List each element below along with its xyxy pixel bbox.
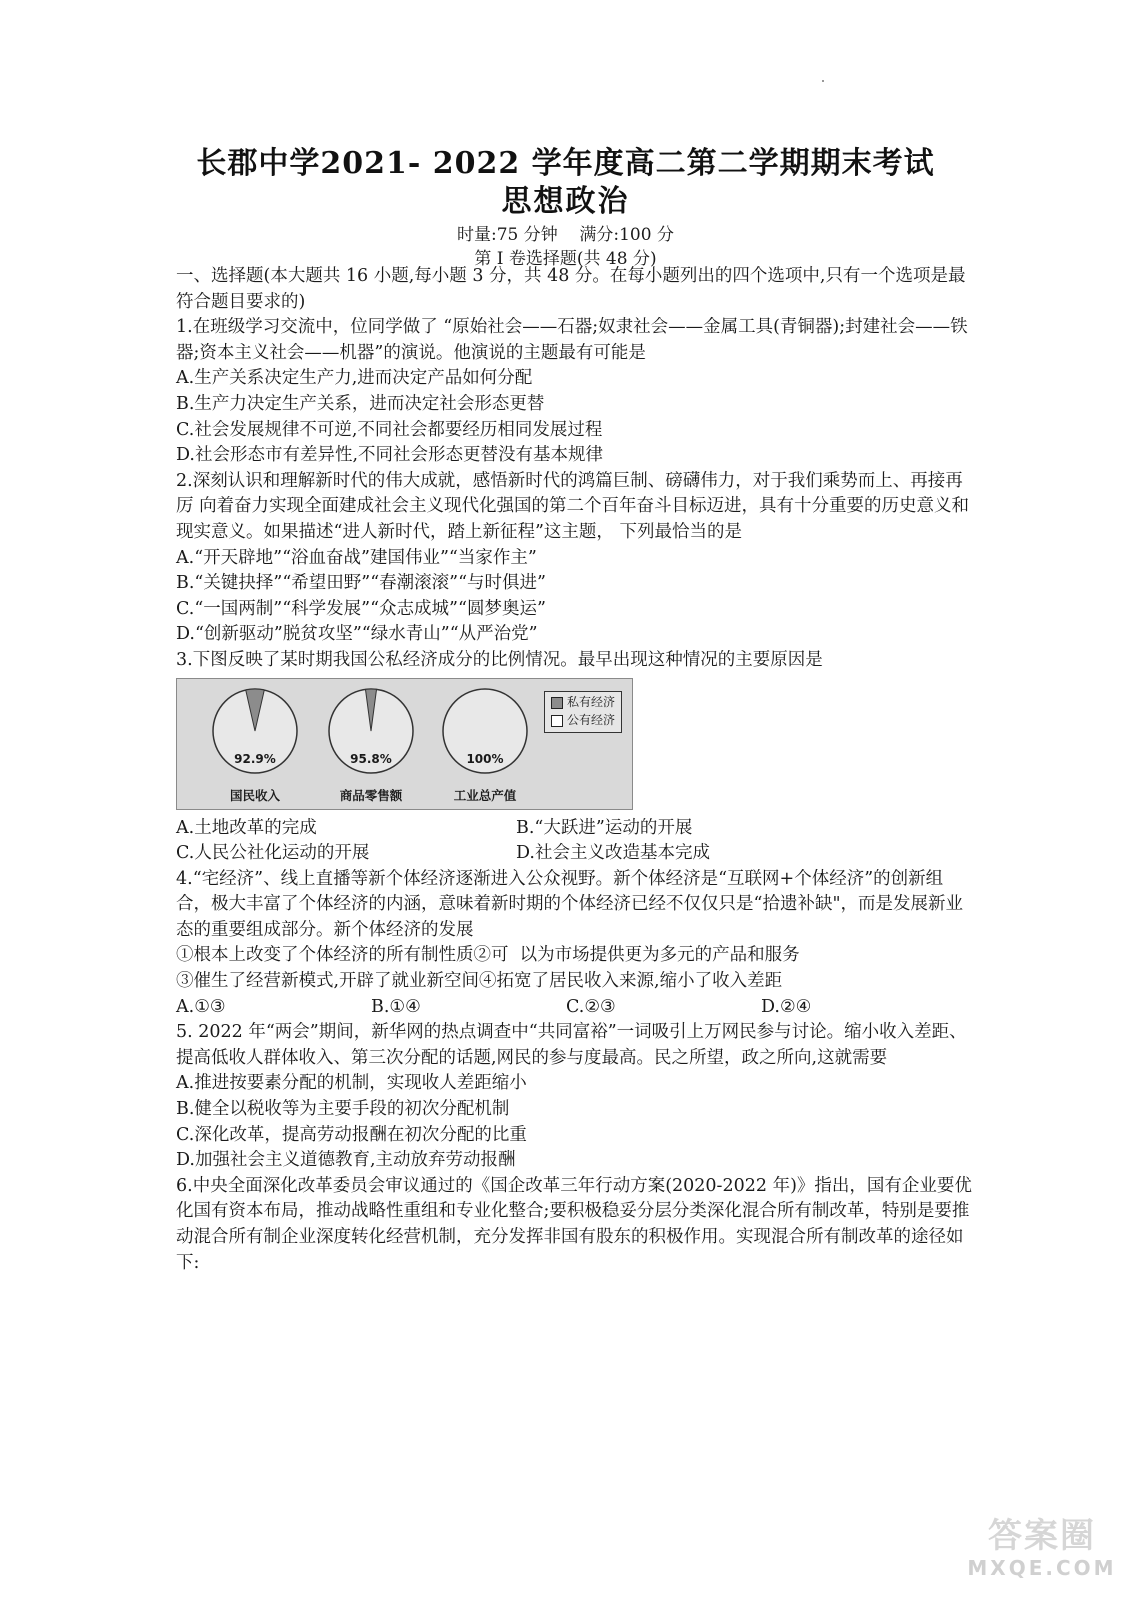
pie-percent-label: 95.8% — [350, 751, 392, 766]
legend-label: 公有经济 — [566, 712, 615, 727]
legend-swatch — [551, 715, 563, 727]
legend-item-public — [551, 712, 615, 730]
q5-option-c: C.深化改革，提高劳动报酬在初次分配的比重 — [176, 1124, 527, 1145]
watermark-logo-text: 答案圈 — [988, 1516, 1096, 1556]
subject-title: 思想政治 — [501, 184, 630, 219]
q2-option-b: B.“关键抉择”“希望田野”“春潮滚滚”“与时俱进” — [176, 573, 546, 594]
q5-option-a: A.推进按要素分配的机制，实现收人差距缩小 — [176, 1073, 527, 1094]
q4-option-a: A.①③ — [176, 996, 226, 1017]
pie-percent-label: 92.9% — [234, 751, 276, 766]
legend-label: 私有经济 — [566, 694, 615, 709]
q4-option-c: C.②③ — [566, 996, 616, 1017]
q5-stem: 5. 2022 年“两会”期间，新华网的热点调查中“共同富裕”一词吸引上万网民参与讨论。缩小收入差距、提高低收人群体收入、第三次分配的话题,网民的参与度最高。民之所望，政之所向,这就需要 — [176, 1022, 967, 1068]
q3-stem: 3.下图反映了某时期我国公私经济成分的比例情况。最早出现这种情况的主要原因是 — [176, 649, 823, 670]
q2-option-a: A.“开天辟地”“浴血奋战”建国伟业”“当家作主” — [176, 547, 537, 568]
q4-options — [176, 995, 976, 1021]
pie-caption: 商品零售额 — [339, 787, 403, 803]
q5-option-d: D.加强社会主义道德教育,主动放弃劳动报酬 — [176, 1150, 516, 1171]
pie-percent-label: 100% — [466, 751, 504, 766]
q3-options-row1 — [176, 816, 976, 842]
q6-stem: 6.中央全面深化改革委员会审议通过的《国企改革三年行动方案(2020-2022 年)》指出，国有企业要优化国有资本布局，推动战略性重组和专业化整合;要积极稳妥分层分类深化混合所有制改革，特别是要推动混合所有制企业深度转化经营机制，充分发挥非国有股东的积极作用。实现混合所有制改革的途径如下: — [176, 1175, 972, 1273]
q3-option-b: B.“大跃进”运动的开展 — [516, 817, 693, 838]
q4-option-b: B.①④ — [371, 996, 421, 1017]
pie-caption: 工业总产值 — [453, 787, 517, 803]
pie-caption: 国民收入 — [229, 787, 280, 803]
time-info: 时量:75 分钟 满分:100 分 — [457, 225, 674, 245]
site-watermark — [967, 1516, 1117, 1586]
q3-option-c: C.人民公社化运动的开展 — [176, 843, 370, 864]
pie-chart-figure — [176, 678, 633, 810]
q3-option-a: A.土地改革的完成 — [176, 817, 317, 838]
q2-option-c: C.“一国两制”“科学发展”“众志成城”“圆梦奥运” — [176, 598, 546, 619]
instructions: 一、选择题(本大题共 16 小题,每小题 3 分，共 48 分。在每小题列出的四个选项中,只有一个选项是最符合题目要求的) — [176, 266, 966, 312]
q4-option-d: D.②④ — [761, 996, 812, 1017]
watermark-url: MXQE.COM — [967, 1556, 1117, 1580]
legend-swatch — [551, 697, 563, 709]
q2-option-d: D.“创新驱动”脱贫攻坚”“绿水青山”“从严治党” — [176, 624, 538, 645]
q2-stem: 2.深刻认识和理解新时代的伟大成就，感悟新时代的鸿篇巨制、磅礴伟力，对于我们乘势而上、再接再厉 向着奋力实现全面建成社会主义现代化强国的第二个百年奋斗目标迈进，具有十分重要的历史意义和现实意义。如果描述“进人新时代，踏上新征程”这主题， 下列最恰当的是 — [176, 470, 970, 542]
q4-item-row2: ③催生了经营新模式,开辟了就业新空间④拓宽了居民收入来源,缩小了收入差距 — [176, 971, 783, 992]
scan-speck — [822, 80, 824, 82]
q1-option-b: B.生产力决定生产关系，进而决定社会形态更替 — [176, 393, 545, 414]
exam-title: 长郡中学2021- 2022 学年度高二第二学期期末考试 — [196, 146, 935, 181]
q5-option-b: B.健全以税收等为主要手段的初次分配机制 — [176, 1099, 510, 1120]
q4-item-row1: ①根本上改变了个体经济的所有制性质②可 以为市场提供更为多元的产品和服务 — [176, 945, 800, 966]
q3-options-row2 — [176, 841, 976, 867]
q1-option-d: D.社会形态市有差异性,不同社会形态更替没有基本规律 — [176, 445, 604, 466]
q1-option-c: C.社会发展规律不可逆,不同社会都要经历相同发展过程 — [176, 419, 603, 440]
section-heading: 第 I 卷选择题(共 48 分) — [474, 249, 657, 269]
q1-stem: 1.在班级学习交流中，位同学做了 “原始社会——石器;奴隶社会——金属工具(青铜器);封建社会——铁器;资本主义社会——机器”的演说。他演说的主题最有可能是 — [176, 317, 968, 363]
question-body — [176, 264, 976, 1276]
q3-option-d: D.社会主义改造基本完成 — [516, 843, 710, 864]
q1-option-a: A.生产关系决定生产力,进而决定产品如何分配 — [176, 368, 533, 389]
chart-legend — [544, 691, 622, 733]
q4-stem: 4.“宅经济”、线上直播等新个体经济逐渐进入公众视野。新个体经济是“互联网+个体经济”的创新组合，极大丰富了个体经济的内涵，意味着新时期的个体经济已经不仅仅只是“拾遗补缺"，而是发展新业态的重要组成部分。新个体经济的发展 — [176, 868, 963, 940]
